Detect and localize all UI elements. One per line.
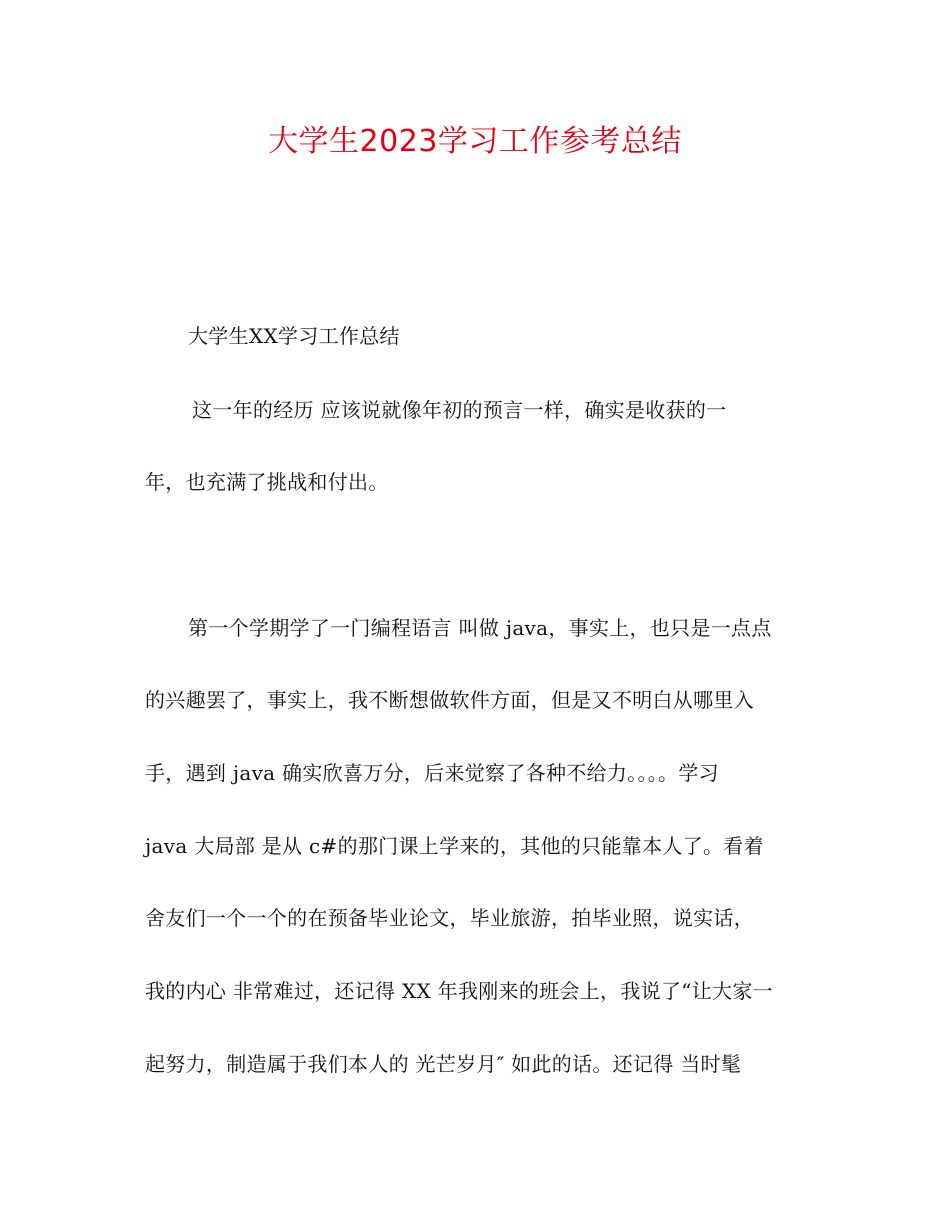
paragraph-line: 我的内心 非常难过，还记得 XX 年我刚来的班会上，我说了“让大家一 (145, 979, 773, 1003)
paragraph-line: 的兴趣罢了，事实上，我不断想做软件方面，但是又不明白从哪里入 (145, 688, 754, 712)
paragraph-line: java 大局部 是从 c#的那门课上学来的，其他的只能靠本人了。看着 (145, 834, 764, 858)
paragraph-line: 年，也充满了挑战和付出。 (145, 470, 389, 494)
document-title: 大学生2023学习工作参考总结 (268, 124, 682, 159)
section-heading: 大学生XX学习工作总结 (188, 324, 400, 348)
paragraph-line: 这一年的经历 应该说就像年初的预言一样，确实是收获的一 (192, 398, 727, 422)
paragraph-line: 舍友们一个一个的在预备毕业论文，毕业旅游，拍毕业照，说实话， (145, 906, 754, 930)
paragraph-line: 手，遇到 java 确实欣喜万分，后来觉察了各种不给力。。。。学习 (145, 761, 719, 785)
paragraph-line: 起努力，制造属于我们本人的 光芒岁月″ 如此的话。还记得 当时髦 (145, 1052, 742, 1076)
paragraph-line: 第一个学期学了一门编程语言 叫做 java，事实上，也只是一点点 (188, 616, 772, 640)
